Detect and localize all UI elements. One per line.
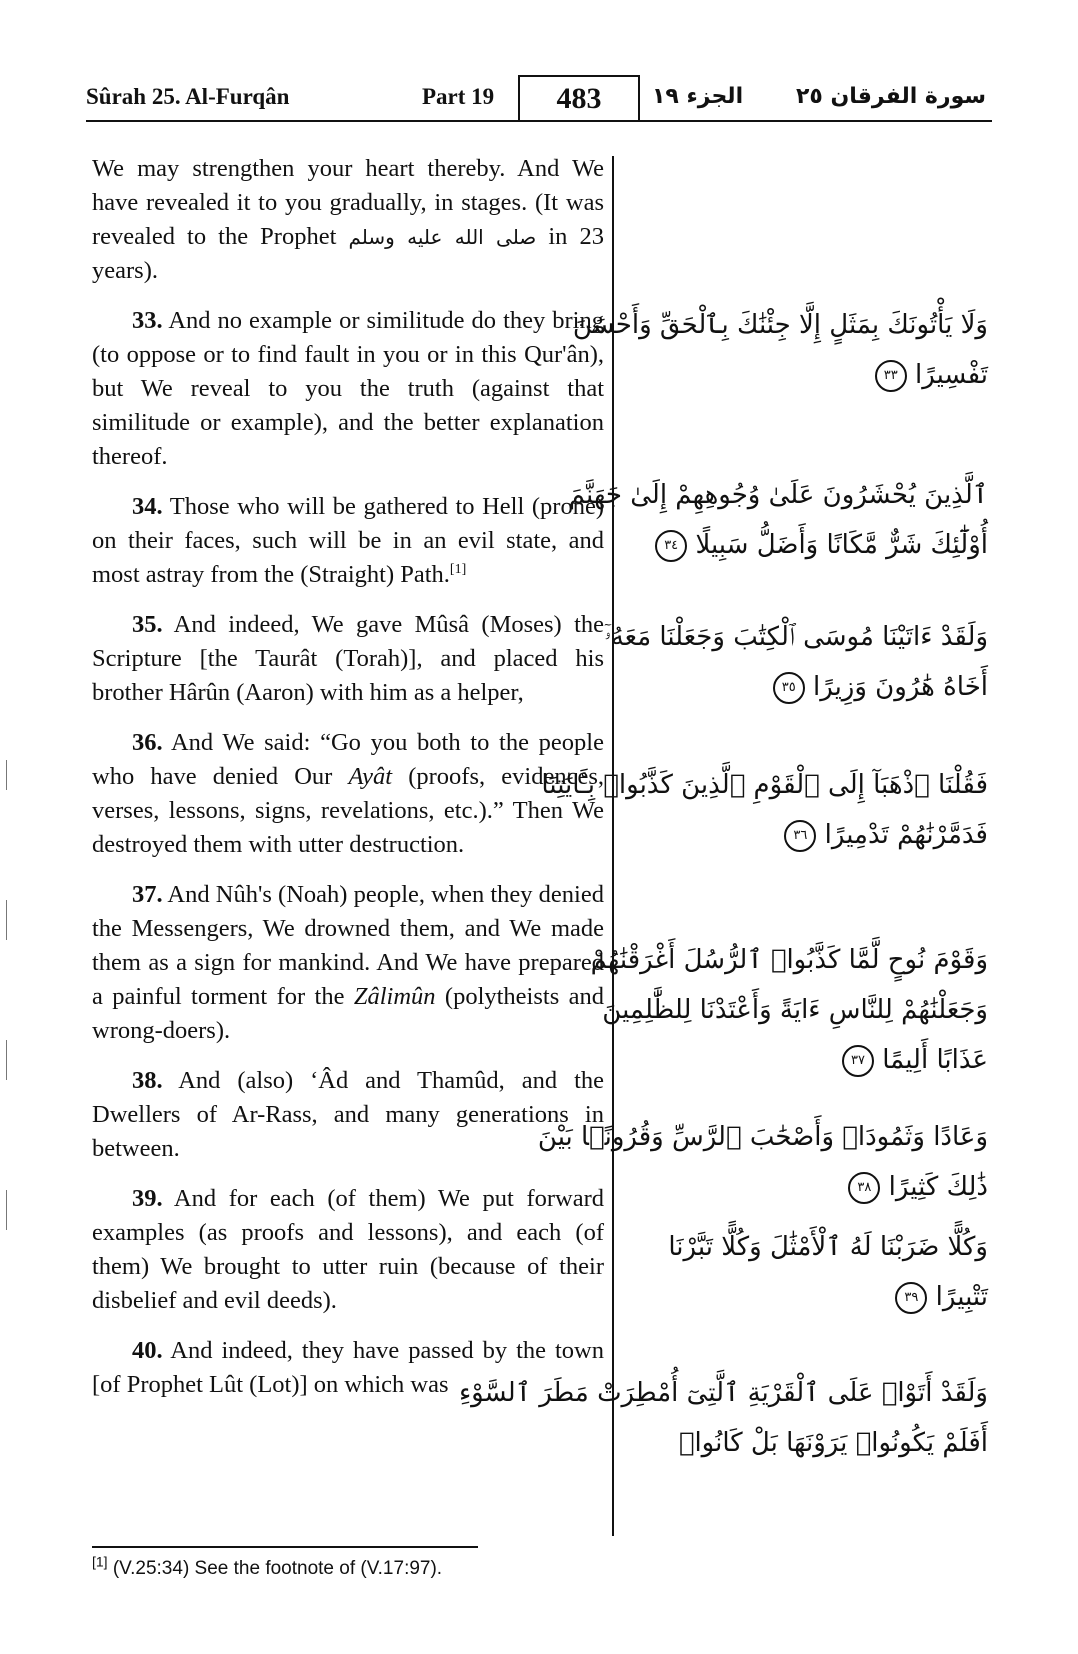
part-label-english: Part 19 — [422, 84, 495, 109]
verse-end-marker: ٣٧ — [842, 1045, 874, 1077]
verse-36-arabic — [541, 760, 988, 860]
column-divider — [612, 156, 614, 1536]
verse-number: 36. — [132, 729, 163, 756]
scan-edge-mark — [6, 760, 7, 790]
arabic-line — [628, 350, 988, 400]
verse-35-arabic — [604, 612, 988, 712]
verse-text: (proofs, evidences, verses, lessons, signs, revelations, etc.).” Then We destroyed them with utter destruction. — [92, 763, 604, 858]
arabic-line: أَفَلَمْ يَكُونُوا۟ يَرَوْنَهَا بَلْ كَانُوا۟ — [678, 1428, 988, 1458]
english-translation-column — [92, 152, 604, 1418]
verse-37-arabic — [590, 935, 988, 1085]
footnote — [92, 1553, 443, 1580]
arabic-line: ٱلَّذِينَ يُحْشَرُونَ عَلَىٰ وُجُوهِهِمْ إِلَىٰ جَهَنَّمَ — [568, 480, 988, 510]
arabic-line: فَقُلْنَا ٱذْهَبَآ إِلَى ٱلْقَوْمِ ٱلَّذِينَ كَذَّبُوا۟ بِـَٔايَٰتِنَا — [541, 770, 988, 800]
arabic-line: وَكُلًّا ضَرَبْنَا لَهُ ٱلْأَمْثَٰلَ وَكُلًّا تَبَّرْنَا — [668, 1232, 988, 1262]
surah-title-arabic: سورة الفرقان ٢٥ — [795, 84, 986, 109]
arabic-text: تَفْسِيرًا — [915, 360, 988, 390]
verse-text: Those who will be gathered to Hell (prone) on their faces, such will be in an evil state, and most astray from the (Straight) Path. — [92, 493, 605, 588]
surah-title-english: Sûrah 25. Al-Furqân — [86, 84, 290, 109]
verse-number: 37. — [132, 881, 163, 908]
arabic-line: وَقَوْمَ نُوحٍ لَّمَّا كَذَّبُوا۟ ٱلرُّسُلَ أَغْرَقْنَٰهُمْ — [590, 945, 988, 975]
verse-36-translation — [92, 726, 604, 862]
verse-text: And for each (of them) We put forward examples (as proofs and lessons), and each (of them) We brought to utter ruin (because of their disbelief and evil deeds). — [92, 1185, 604, 1314]
arabic-line: وَلَقَدْ أَتَوْا۟ عَلَى ٱلْقَرْيَةِ ٱلَّتِىٓ أُمْطِرَتْ مَطَرَ ٱلسَّوْءِ — [458, 1378, 988, 1408]
footnote-rule — [92, 1546, 478, 1548]
verse-end-marker: ٣٣ — [875, 360, 907, 392]
scan-edge-mark — [6, 900, 7, 940]
arabic-line — [628, 810, 988, 860]
arabic-text: أُوْلَٰٓئِكَ شَرٌّ مَّكَانًا وَأَضَلُّ سَبِيلًا — [695, 530, 988, 560]
verse-text-italic: Ayât — [348, 763, 393, 790]
arabic-line — [628, 1162, 988, 1212]
verse-text: in 23 years). — [92, 223, 604, 284]
verse-number: 38. — [132, 1067, 163, 1094]
verse-38-arabic — [537, 1112, 988, 1212]
arabic-text: عَذَابًا أَلِيمًا — [882, 1045, 988, 1075]
part-label-arabic: الجزء ١٩ — [652, 84, 744, 109]
verse-text: (polytheists and wrong-doers). — [92, 983, 604, 1044]
verse-33-translation — [92, 304, 604, 474]
verse-text: And indeed, We gave Mûsâ (Moses) the Scripture [the Taurât (Torah)], and placed his brother Hârûn (Aaron) with him as a helper, — [92, 611, 605, 706]
verse-35-translation — [92, 608, 604, 710]
verse-text: And (also) ‘Âd and Thamûd, and the Dwellers of Ar-Rass, and many generations in between. — [92, 1067, 604, 1162]
verse-number: 35. — [132, 611, 163, 638]
verse-number: 39. — [132, 1185, 163, 1212]
verse-34-arabic — [568, 470, 988, 570]
arabic-text: أَخَاهُ هَٰرُونَ وَزِيرًا — [813, 672, 988, 702]
verse-number: 34. — [132, 493, 163, 520]
arabic-line: وَلَا يَأْتُونَكَ بِمَثَلٍ إِلَّا جِئْنَٰكَ بِٱلْحَقِّ وَأَحْسَنَ — [572, 310, 988, 340]
verse-34-translation — [92, 490, 604, 592]
arabic-line — [628, 662, 988, 712]
verse-text: And Nûh's (Noah) people, when they denied the Messengers, We drowned them, and We made them as a sign for mankind. And We have prepared a painful torment for the — [92, 881, 604, 1010]
page-header — [86, 78, 986, 118]
verse-text: And We said: “Go you both to the people who have denied Our — [92, 729, 604, 790]
verse-end-marker: ٣٨ — [848, 1172, 880, 1204]
verse-text-italic: Zâlimûn — [353, 983, 436, 1010]
footnote-reference[interactable]: [1] — [449, 561, 467, 577]
page-number: 483 — [518, 75, 640, 121]
arabic-text: ذَٰلِكَ كَثِيرًا — [888, 1172, 988, 1202]
verse-38-translation — [92, 1064, 604, 1166]
verse-32-continuation — [92, 152, 604, 288]
verse-text: And indeed, they have passed by the town [of Prophet Lût (Lot)] on which was — [92, 1337, 604, 1398]
verse-39-translation — [92, 1182, 604, 1318]
verse-end-marker: ٣٦ — [784, 820, 816, 852]
scan-edge-mark — [6, 1190, 7, 1230]
arabic-text: فَدَمَّرْنَٰهُمْ تَدْمِيرًا — [824, 820, 988, 850]
arabic-line: وَعَادًا وَثَمُودَا۟ وَأَصْحَٰبَ ٱلرَّسِّ وَقُرُونًۢا بَيْنَ — [537, 1122, 988, 1152]
arabic-text: تَتْبِيرًا — [935, 1282, 988, 1312]
verse-number: 33. — [132, 307, 163, 334]
verse-37-translation — [92, 878, 604, 1048]
arabic-line — [628, 520, 988, 570]
verse-end-marker: ٣٥ — [773, 672, 805, 704]
verse-39-arabic — [628, 1222, 988, 1322]
arabic-line: وَجَعَلْنَٰهُمْ لِلنَّاسِ ءَايَةً وَأَعْتَدْنَا لِلظَّٰلِمِينَ — [602, 995, 988, 1025]
verse-33-arabic — [572, 300, 988, 400]
arabic-line: وَلَقَدْ ءَاتَيْنَا مُوسَى ٱلْكِتَٰبَ وَجَعَلْنَا مَعَهُۥٓ — [604, 622, 988, 652]
arabic-line — [628, 1035, 988, 1085]
verse-40-arabic — [458, 1368, 988, 1468]
footnote-marker: [1] — [92, 1553, 108, 1570]
footnote-text: (V.25:34) See the footnote of (V.17:97). — [107, 1558, 443, 1579]
scan-edge-mark — [6, 1040, 7, 1080]
verse-end-marker: ٣٩ — [895, 1282, 927, 1314]
arabic-line — [628, 1272, 988, 1322]
verse-text: We may strengthen your heart thereby. And We have revealed it to you gradually, in stages. (It was revealed to the Prophet — [92, 155, 604, 250]
verse-end-marker: ٣٤ — [655, 530, 687, 562]
header-rule — [86, 120, 992, 122]
verse-number: 40. — [132, 1337, 163, 1364]
salawat-inline: صلى الله عليه وسلم — [348, 225, 537, 249]
verse-text: And no example or similitude do they bring (to oppose or to find fault in you or in this Qur'ân), but We reveal to you the truth (against that similitude or example), and the better explanation thereof. — [92, 307, 604, 470]
